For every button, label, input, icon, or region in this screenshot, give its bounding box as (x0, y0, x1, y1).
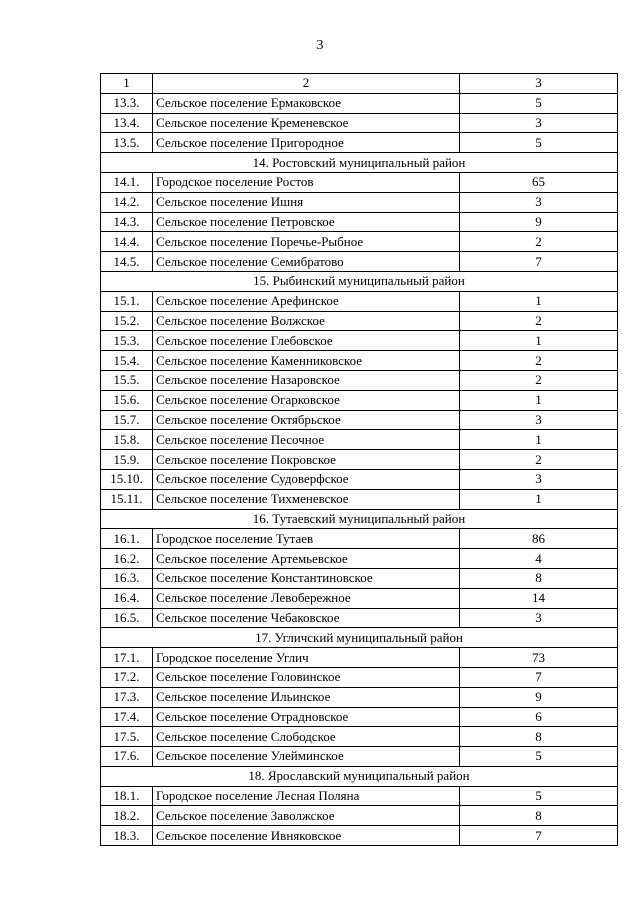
section-row (101, 766, 618, 786)
table-row (101, 568, 618, 588)
settlement-name: Сельское поселение Головинское (153, 667, 460, 687)
row-number: 16.3. (101, 568, 153, 588)
settlement-value: 5 (460, 786, 618, 806)
settlement-name: Сельское поселение Ишня (153, 192, 460, 212)
settlement-value: 2 (460, 311, 618, 331)
settlement-name: Сельское поселение Ивняковское (153, 826, 460, 846)
section-title: 15. Рыбинский муниципальный район (101, 271, 618, 291)
row-number: 15.3. (101, 331, 153, 351)
settlement-name: Сельское поселение Песочное (153, 430, 460, 450)
table-row (101, 252, 618, 272)
settlement-value: 14 (460, 588, 618, 608)
section-row (101, 271, 618, 291)
settlement-value: 8 (460, 806, 618, 826)
row-number: 17.1. (101, 648, 153, 668)
table-row (101, 390, 618, 410)
settlement-value: 65 (460, 172, 618, 192)
table-row (101, 549, 618, 569)
row-number: 17.6. (101, 747, 153, 767)
settlement-value: 9 (460, 212, 618, 232)
settlement-value: 2 (460, 232, 618, 252)
row-number: 15.10. (101, 469, 153, 489)
table-row (101, 311, 618, 331)
table-row (101, 450, 618, 470)
row-number: 17.5. (101, 727, 153, 747)
settlement-value: 1 (460, 390, 618, 410)
settlement-value: 7 (460, 826, 618, 846)
settlement-name: Сельское поселение Ермаковское (153, 93, 460, 113)
settlement-value: 1 (460, 291, 618, 311)
settlement-name: Сельское поселение Отрадновское (153, 707, 460, 727)
settlement-name: Сельское поселение Заволжское (153, 806, 460, 826)
settlement-name: Сельское поселение Слободское (153, 727, 460, 747)
table-row (101, 687, 618, 707)
table-row (101, 351, 618, 371)
row-number: 15.7. (101, 410, 153, 430)
settlement-value: 3 (460, 469, 618, 489)
settlement-value: 73 (460, 648, 618, 668)
settlement-value: 4 (460, 549, 618, 569)
settlement-name: Сельское поселение Пригородное (153, 133, 460, 153)
table-row (101, 489, 618, 509)
row-number: 14.3. (101, 212, 153, 232)
section-row (101, 628, 618, 648)
table-row (101, 113, 618, 133)
settlement-name: Городское поселение Углич (153, 648, 460, 668)
table-row (101, 331, 618, 351)
row-number: 18.3. (101, 826, 153, 846)
section-title: 18. Ярославский муниципальный район (101, 766, 618, 786)
table-row (101, 786, 618, 806)
settlement-name: Сельское поселение Арефинское (153, 291, 460, 311)
row-number: 16.1. (101, 529, 153, 549)
row-number: 16.2. (101, 549, 153, 569)
header-cell-1: 1 (101, 74, 153, 94)
settlement-name: Сельское поселение Волжское (153, 311, 460, 331)
settlement-name: Сельское поселение Петровское (153, 212, 460, 232)
settlement-value: 7 (460, 667, 618, 687)
header-cell-2: 2 (153, 74, 460, 94)
table-row (101, 212, 618, 232)
row-number: 15.4. (101, 351, 153, 371)
section-title: 14. Ростовский муниципальный район (101, 153, 618, 173)
row-number: 17.2. (101, 667, 153, 687)
settlement-value: 3 (460, 113, 618, 133)
section-row (101, 153, 618, 173)
row-number: 14.4. (101, 232, 153, 252)
row-number: 13.5. (101, 133, 153, 153)
header-cell-3: 3 (460, 74, 618, 94)
settlement-value: 3 (460, 608, 618, 628)
table-row (101, 410, 618, 430)
settlement-name: Сельское поселение Семибратово (153, 252, 460, 272)
settlement-name: Сельское поселение Октябрьское (153, 410, 460, 430)
settlement-name: Сельское поселение Улейминское (153, 747, 460, 767)
table-row (101, 192, 618, 212)
row-number: 13.3. (101, 93, 153, 113)
settlement-value: 6 (460, 707, 618, 727)
settlement-name: Сельское поселение Чебаковское (153, 608, 460, 628)
row-number: 14.2. (101, 192, 153, 212)
settlement-value: 8 (460, 727, 618, 747)
table-row (101, 588, 618, 608)
row-number: 18.2. (101, 806, 153, 826)
settlement-value: 1 (460, 430, 618, 450)
row-number: 17.4. (101, 707, 153, 727)
table-body (101, 74, 618, 846)
row-number: 15.2. (101, 311, 153, 331)
settlement-name: Сельское поселение Артемьевское (153, 549, 460, 569)
table-row (101, 667, 618, 687)
settlement-name: Сельское поселение Каменниковское (153, 351, 460, 371)
settlement-value: 3 (460, 192, 618, 212)
table-row (101, 648, 618, 668)
settlement-name: Городское поселение Тутаев (153, 529, 460, 549)
table-row (101, 826, 618, 846)
table-row (101, 469, 618, 489)
table-row (101, 806, 618, 826)
table-row (101, 291, 618, 311)
settlement-name: Сельское поселение Назаровское (153, 370, 460, 390)
settlement-name: Сельское поселение Ильинское (153, 687, 460, 707)
row-number: 13.4. (101, 113, 153, 133)
table-row (101, 93, 618, 113)
table-row (101, 727, 618, 747)
settlement-name: Сельское поселение Судоверфское (153, 469, 460, 489)
settlement-name: Городское поселение Лесная Поляна (153, 786, 460, 806)
row-number: 17.3. (101, 687, 153, 707)
settlement-value: 5 (460, 747, 618, 767)
row-number: 15.9. (101, 450, 153, 470)
settlement-name: Сельское поселение Покровское (153, 450, 460, 470)
row-number: 16.4. (101, 588, 153, 608)
table-row (101, 529, 618, 549)
row-number: 18.1. (101, 786, 153, 806)
row-number: 16.5. (101, 608, 153, 628)
row-number: 15.6. (101, 390, 153, 410)
settlement-name: Городское поселение Ростов (153, 172, 460, 192)
table-row (101, 430, 618, 450)
settlement-value: 2 (460, 450, 618, 470)
table-header-row (101, 74, 618, 94)
section-title: 17. Угличский муниципальный район (101, 628, 618, 648)
settlement-value: 8 (460, 568, 618, 588)
settlements-table (100, 73, 618, 846)
section-title: 16. Тутаевский муниципальный район (101, 509, 618, 529)
settlement-name: Сельское поселение Тихменевское (153, 489, 460, 509)
page-number: 3 (316, 38, 324, 53)
settlement-value: 5 (460, 133, 618, 153)
table-row (101, 707, 618, 727)
settlement-value: 5 (460, 93, 618, 113)
table-row (101, 370, 618, 390)
settlement-value: 2 (460, 351, 618, 371)
settlement-value: 1 (460, 331, 618, 351)
table-row (101, 133, 618, 153)
section-row (101, 509, 618, 529)
settlement-value: 1 (460, 489, 618, 509)
settlement-name: Сельское поселение Константиновское (153, 568, 460, 588)
row-number: 14.5. (101, 252, 153, 272)
row-number: 15.5. (101, 370, 153, 390)
settlement-value: 7 (460, 252, 618, 272)
settlement-name: Сельское поселение Левобережное (153, 588, 460, 608)
row-number: 15.8. (101, 430, 153, 450)
settlement-name: Сельское поселение Огарковское (153, 390, 460, 410)
table-row (101, 172, 618, 192)
row-number: 14.1. (101, 172, 153, 192)
table-row (101, 747, 618, 767)
row-number: 15.11. (101, 489, 153, 509)
settlement-value: 2 (460, 370, 618, 390)
row-number: 15.1. (101, 291, 153, 311)
settlement-name: Сельское поселение Глебовское (153, 331, 460, 351)
settlement-value: 86 (460, 529, 618, 549)
table-row (101, 232, 618, 252)
settlement-name: Сельское поселение Кременевское (153, 113, 460, 133)
table-row (101, 608, 618, 628)
settlement-value: 3 (460, 410, 618, 430)
settlement-name: Сельское поселение Поречье-Рыбное (153, 232, 460, 252)
settlement-value: 9 (460, 687, 618, 707)
